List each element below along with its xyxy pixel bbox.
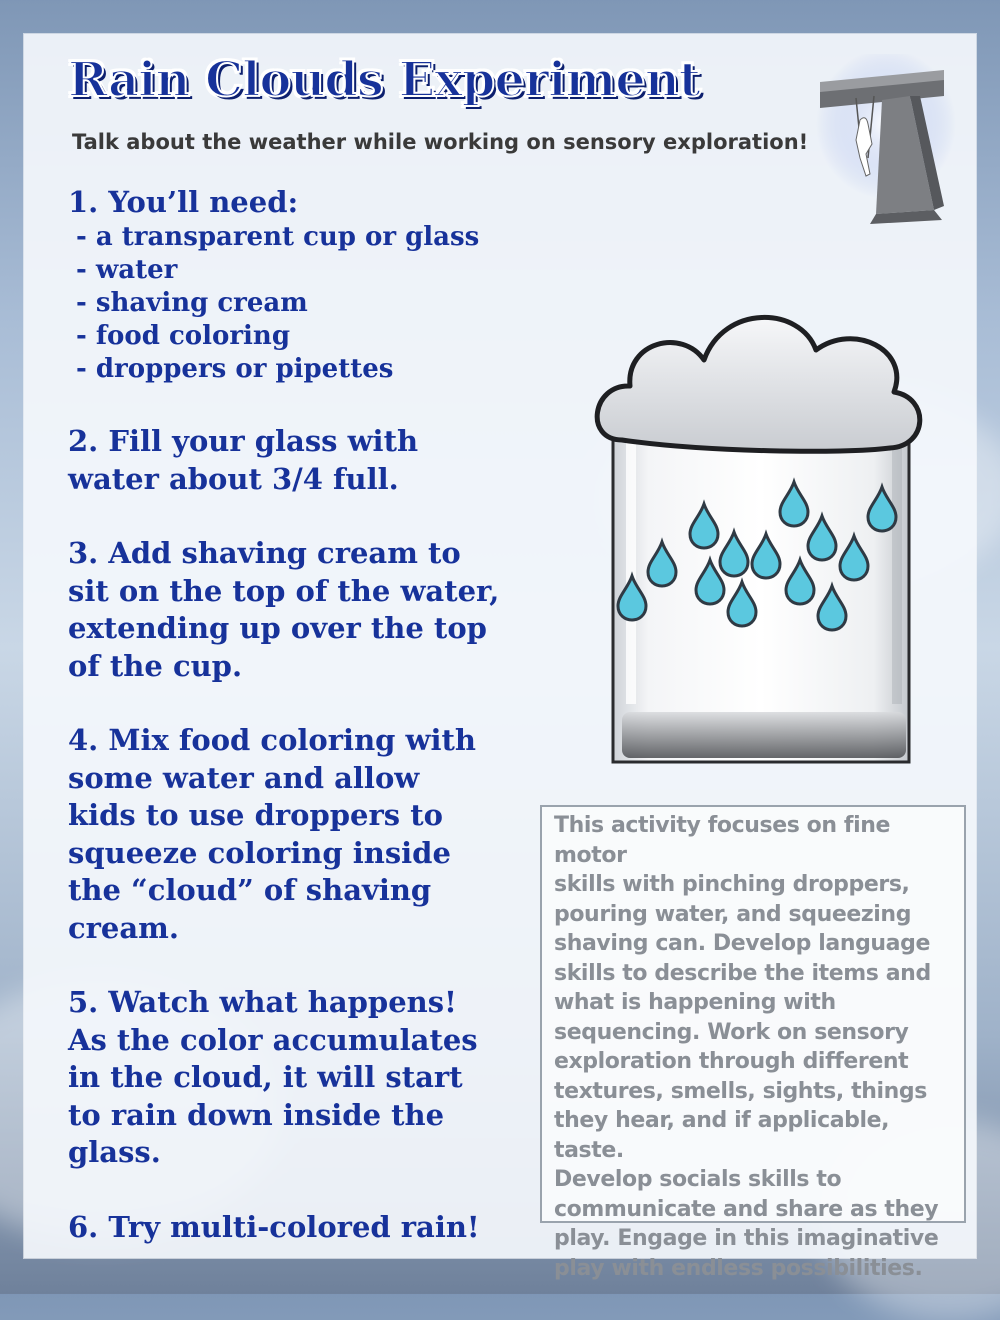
- supply-item: - water: [76, 255, 178, 285]
- page-subtitle: Talk about the weather while working on sensory exploration!: [72, 130, 809, 154]
- step-4-line: kids to use droppers to: [68, 798, 443, 832]
- info-line: textures, smells, sights, things: [554, 1078, 927, 1104]
- supply-item: - food coloring: [76, 321, 290, 351]
- step-4: [68, 722, 548, 947]
- worksheet-page: [24, 34, 976, 1281]
- swing-logo-icon: [816, 54, 956, 234]
- step-4-line: the “cloud” of shaving: [68, 873, 432, 907]
- info-line: play with endless possibilities.: [554, 1255, 923, 1281]
- step-3-line: sit on the top of the water,: [68, 573, 500, 608]
- step-2: [68, 423, 548, 498]
- info-line: This activity focuses on fine motor: [554, 813, 890, 868]
- step-6: 6. Try multi-colored rain!: [68, 1209, 480, 1244]
- step-3-line: of the cup.: [68, 648, 243, 683]
- step-3: [68, 535, 548, 685]
- supply-item: - a transparent cup or glass: [76, 222, 480, 252]
- info-box: [540, 805, 966, 1281]
- step-2-line: water about 3/4 full.: [68, 461, 399, 496]
- info-line: communicate and share as they: [554, 1196, 939, 1222]
- info-line: play. Engage in this imaginative: [554, 1226, 939, 1251]
- info-line: what is happening with: [554, 990, 836, 1015]
- instructions-list: [68, 184, 548, 1246]
- step-5-line: As the color accumulates: [68, 1022, 478, 1057]
- info-line: skills with pinching droppers,: [554, 872, 910, 897]
- step-5-line: in the cloud, it will start: [68, 1060, 463, 1094]
- info-line: they hear, and if applicable, taste.: [554, 1108, 890, 1163]
- cloud-icon: [597, 317, 920, 451]
- info-line: Develop socials skills to: [554, 1167, 842, 1192]
- step-1-heading: 1. You’ll need:: [68, 185, 299, 219]
- step-5-line: 5. Watch what happens!: [68, 985, 457, 1019]
- step-4-line: cream.: [68, 910, 179, 945]
- info-line: shaving can. Develop language: [554, 931, 930, 956]
- glass-icon: [613, 412, 909, 762]
- supply-item: - droppers or pipettes: [76, 354, 394, 384]
- step-5-line: to rain down inside the: [68, 1097, 445, 1132]
- step-4-line: squeeze coloring inside: [68, 835, 451, 870]
- info-line: skills to describe the items and: [554, 960, 931, 986]
- info-line: sequencing. Work on sensory: [554, 1019, 909, 1045]
- step-4-line: 4. Mix food coloring with: [68, 723, 476, 757]
- page-title: Rain Clouds Experiment: [68, 52, 700, 108]
- step-5-line: glass.: [68, 1135, 161, 1169]
- supply-item: - shaving cream: [76, 288, 308, 318]
- info-line: exploration through different: [554, 1049, 909, 1074]
- step-3-line: extending up over the top: [68, 611, 487, 645]
- step-3-line: 3. Add shaving cream to: [68, 536, 461, 570]
- step-2-line: 2. Fill your glass with: [68, 424, 419, 458]
- step-4-line: some water and allow: [68, 760, 420, 795]
- info-line: pouring water, and squeezing: [554, 901, 912, 927]
- supplies-list: [68, 221, 548, 386]
- step-5: [68, 984, 548, 1172]
- rain-cloud-glass-illustration: [564, 264, 924, 764]
